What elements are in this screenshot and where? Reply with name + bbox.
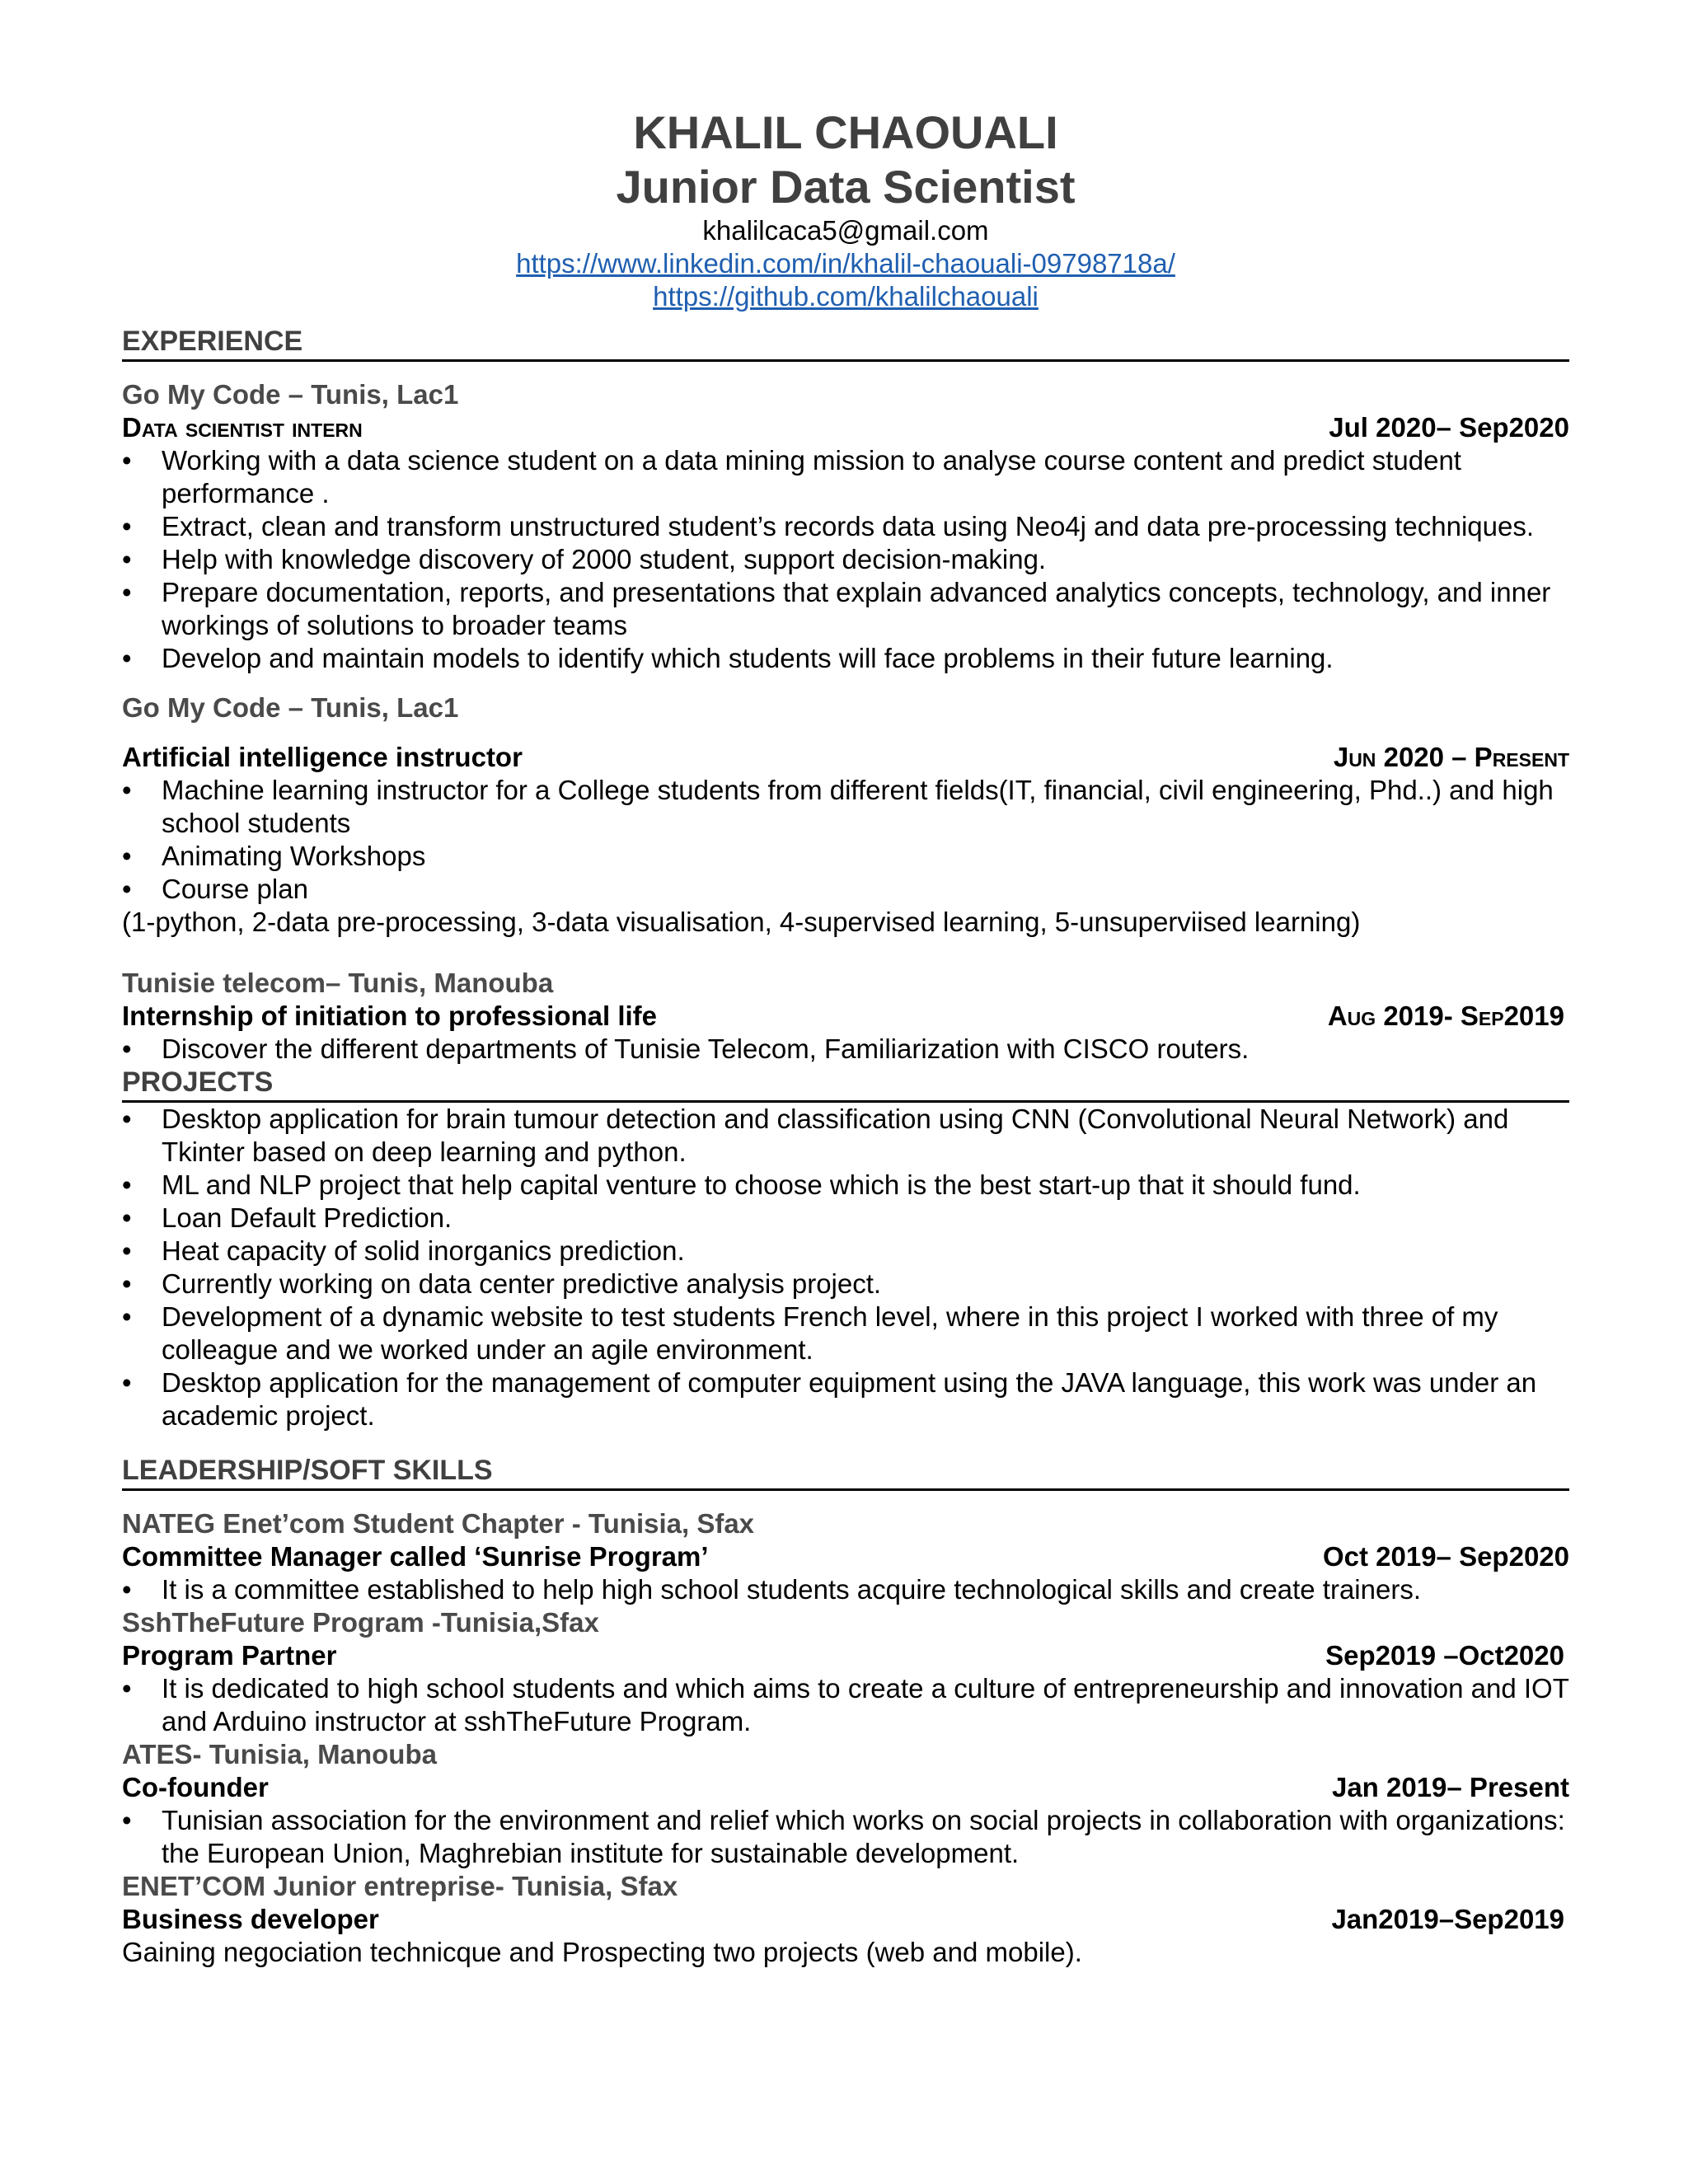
leadership-note: Gaining negociation technicque and Prospecting two projects (web and mobile).: [122, 1937, 1082, 1967]
email-text: khalilcaca5@gmail.com: [702, 215, 989, 246]
list-item: • Working with a data science student on a data mining mission to analyse course content and predict student performance .: [122, 444, 1569, 510]
job-role-row: [122, 1000, 1569, 1033]
list-item: • Discover the different departments of Tunisie Telecom, Familiarization with CISCO routers.: [122, 1033, 1569, 1066]
leadership-dates: Jan2019–Sep2019: [1331, 1904, 1564, 1934]
list-item: • Development of a dynamic website to test students French level, where in this project I worked with three of my colleague and we worked under an agile environment.: [122, 1301, 1569, 1366]
job-bullets: [122, 774, 1569, 906]
github-link[interactable]: https://github.com/khalilchaouali: [653, 281, 1039, 312]
list-item: • Tunisian association for the environment and relief which works on social projects in collaboration with organizations: the European Union, Maghrebian institute for sustainable development.: [122, 1804, 1569, 1870]
list-item: • Desktop application for brain tumour detection and classification using CNN (Convolutional Neural Network) and Tkinter based on deep learning and python.: [122, 1103, 1569, 1169]
projects-heading: PROJECTS: [122, 1066, 1569, 1103]
list-item: • Loan Default Prediction.: [122, 1202, 1569, 1235]
job-org: Tunisie telecom– Tunis, Manouba: [122, 968, 554, 998]
leadership-role-row: [122, 1903, 1569, 1936]
candidate-title: Junior Data Scientist: [616, 161, 1076, 213]
leadership-dates: Oct 2019– Sep2020: [1322, 1541, 1569, 1572]
list-item: • It is dedicated to high school students and which aims to create a culture of entrepreneurship and innovation and IOT and Arduino instructor at sshTheFuture Program.: [122, 1672, 1569, 1738]
leadership-bullets: [122, 1672, 1569, 1738]
job-role-row: [122, 741, 1569, 774]
list-item: • Develop and maintain models to identify which students will face problems in their future learning.: [122, 642, 1569, 675]
leadership-role-row: [122, 1771, 1569, 1804]
linkedin-link[interactable]: https://www.linkedin.com/in/khalil-chaouali-09798718a/: [516, 248, 1175, 279]
leadership-role-row: [122, 1639, 1569, 1672]
list-item: • Machine learning instructor for a College students from different fields(IT, financial, civil engineering, Phd..) and high school students: [122, 774, 1569, 840]
list-item: • Desktop application for the management of computer equipment using the JAVA language, this work was under an academic project.: [122, 1366, 1569, 1432]
list-item: • Help with knowledge discovery of 2000 student, support decision-making.: [122, 543, 1569, 576]
job-role: Internship of initiation to professional life: [122, 1001, 658, 1031]
candidate-name: KHALIL CHAOUALI: [633, 106, 1058, 158]
job-org: Go My Code – Tunis, Lac1: [122, 692, 459, 723]
leadership-org: NATEG Enet’com Student Chapter - Tunisia, Sfax: [122, 1508, 755, 1539]
leadership-heading: LEADERSHIP/SOFT SKILLS: [122, 1454, 1569, 1491]
leadership-bullets: [122, 1573, 1569, 1606]
leadership-entry: [122, 1507, 1569, 1606]
leadership-org: ENET’COM Junior entreprise- Tunisia, Sfax: [122, 1871, 678, 1901]
leadership-org: ATES- Tunisia, Manouba: [122, 1739, 437, 1769]
list-item: • Heat capacity of solid inorganics prediction.: [122, 1235, 1569, 1268]
job-role: Data scientist intern: [122, 412, 363, 443]
job-entry: [122, 378, 1569, 675]
list-item: • ML and NLP project that help capital venture to choose which is the best start-up that it should fund.: [122, 1169, 1569, 1202]
list-item: • It is a committee established to help high school students acquire technological skills and create trainers.: [122, 1573, 1569, 1606]
list-item: • Animating Workshops: [122, 840, 1569, 873]
leadership-dates: Sep2019 –Oct2020: [1325, 1640, 1564, 1671]
job-org: Go My Code – Tunis, Lac1: [122, 379, 459, 410]
leadership-entry: [122, 1606, 1569, 1738]
job-bullets: [122, 1033, 1569, 1066]
job-dates: Aug 2019- Sep2019: [1327, 1001, 1564, 1031]
resume-header: [122, 105, 1569, 313]
course-plan-note: (1-python, 2-data pre-processing, 3-data visualisation, 4-supervised learning, 5-unsuperviised learning): [122, 907, 1361, 937]
leadership-role: Co-founder: [122, 1772, 269, 1802]
job-entry: [122, 967, 1569, 1066]
leadership-org: SshTheFuture Program -Tunisia,Sfax: [122, 1607, 599, 1638]
job-role-row: [122, 411, 1569, 444]
job-role: Artificial intelligence instructor: [122, 742, 523, 772]
leadership-role: Committee Manager called ‘Sunrise Program’: [122, 1541, 709, 1572]
leadership-entry: [122, 1870, 1569, 1969]
job-entry: [122, 691, 1569, 939]
job-dates: Jul 2020– Sep2020: [1329, 412, 1569, 443]
job-bullets: [122, 444, 1569, 675]
leadership-bullets: [122, 1804, 1569, 1870]
list-item: • Extract, clean and transform unstructured student’s records data using Neo4j and data pre-processing techniques.: [122, 510, 1569, 543]
list-item: • Course plan: [122, 873, 1569, 906]
project-bullets: [122, 1103, 1569, 1432]
leadership-dates: Jan 2019– Present: [1331, 1772, 1569, 1802]
experience-heading: EXPERIENCE: [122, 325, 1569, 362]
job-dates: Jun 2020 – Present: [1333, 742, 1569, 772]
list-item: • Currently working on data center predictive analysis project.: [122, 1268, 1569, 1301]
leadership-role: Business developer: [122, 1904, 379, 1934]
list-item: • Prepare documentation, reports, and presentations that explain advanced analytics concepts, technology, and inner workings of solutions to broader teams: [122, 576, 1569, 642]
leadership-role-row: [122, 1540, 1569, 1573]
resume-page: [122, 105, 1569, 1969]
leadership-role: Program Partner: [122, 1640, 337, 1671]
leadership-entry: [122, 1738, 1569, 1870]
